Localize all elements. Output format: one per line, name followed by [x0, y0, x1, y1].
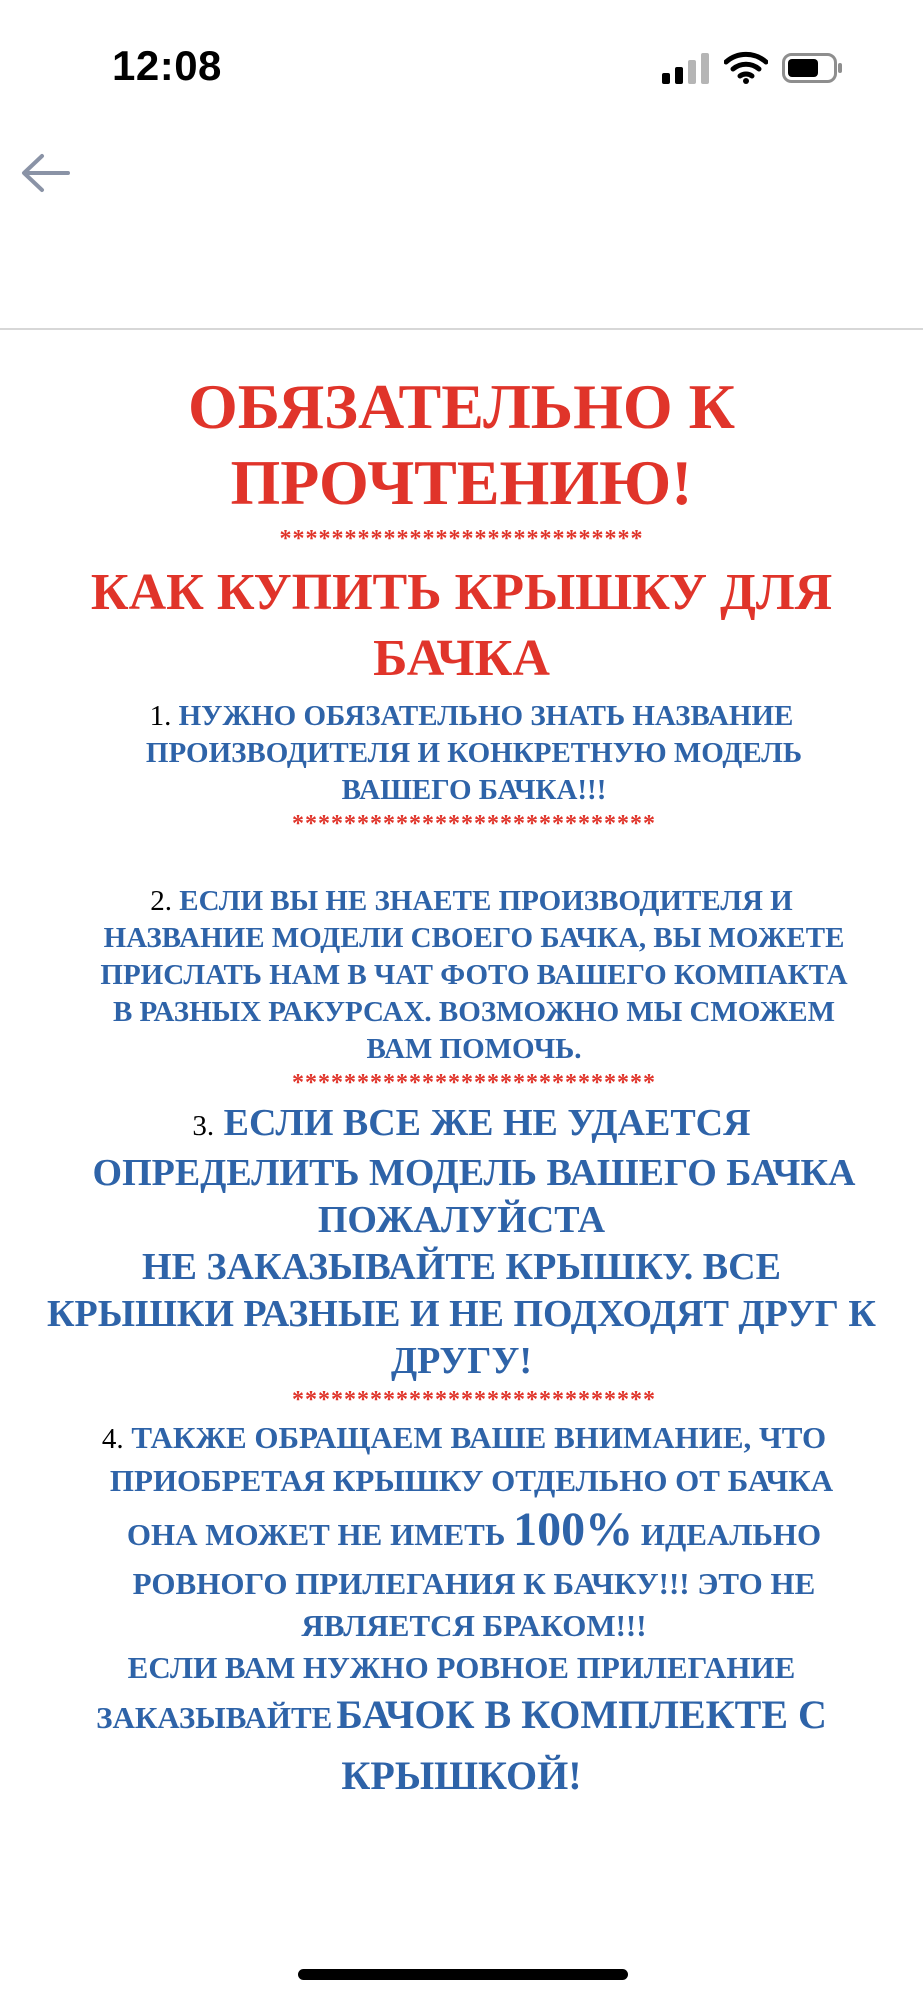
item-text: ПРИОБРЕТАЯ КРЫШКУ ОТДЕЛЬНО ОТ БАЧКА	[109, 1463, 834, 1498]
item-text: КРЫШКОЙ!	[341, 1753, 582, 1798]
item-text: ЕСЛИ ВСЕ ЖЕ НЕ УДАЕТСЯ	[223, 1102, 751, 1144]
item-text: БАЧОК В КОМПЛЕКТЕ С	[336, 1692, 827, 1737]
item-text: ВАМ ПОМОЧЬ.	[366, 1033, 582, 1065]
stars-divider: ****************************	[292, 811, 656, 837]
arrow-left-icon	[18, 150, 74, 196]
list-item-3	[0, 1100, 923, 1385]
item-text: ПОЖАЛУЙСТА	[317, 1199, 606, 1241]
item-text: ПРОИЗВОДИТЕЛЯ И КОНКРЕТНУЮ МОДЕЛЬ	[145, 737, 803, 769]
item-text: РОВНОГО ПРИЛЕГАНИЯ К БАЧКУ!!! ЭТО НЕ	[132, 1566, 816, 1601]
item-text: НАЗВАНИЕ МОДЕЛИ СВОЕГО БАЧКА, ВЫ МОЖЕТЕ	[103, 922, 845, 954]
item-text: ДРУГУ!	[390, 1340, 532, 1382]
item-text: ОПРЕДЕЛИТЬ МОДЕЛЬ ВАШЕГО БАЧКА	[92, 1152, 856, 1194]
stars-divider: ****************************	[292, 1387, 656, 1413]
list-item-1	[0, 698, 923, 809]
item-text: ЕСЛИ ВАМ НУЖНО РОВНОЕ ПРИЛЕГАНИЕ	[127, 1650, 796, 1685]
home-indicator[interactable]	[298, 1969, 628, 1980]
instruction-content	[0, 370, 923, 1802]
item-number: 1.	[149, 700, 172, 732]
item-text: ЗАКАЗЫВАЙТЕ	[96, 1700, 333, 1735]
item-text: ОНА МОЖЕТ НЕ ИМЕТЬ	[126, 1517, 506, 1552]
item-text: ТАКЖЕ ОБРАЩАЕМ ВАШЕ ВНИМАНИЕ, ЧТО	[131, 1420, 827, 1455]
list-item-2	[0, 883, 923, 1068]
title-line-2: ПРОЧТЕНИЮ!	[230, 447, 693, 518]
status-time: 12:08	[112, 42, 222, 89]
item-text: НЕ ЗАКАЗЫВАЙТЕ КРЫШКУ. ВСЕ	[142, 1246, 781, 1288]
percent-highlight: 100%	[513, 1503, 634, 1556]
list-item-4	[0, 1417, 923, 1802]
cellular-signal-icon	[662, 52, 712, 84]
item-text: ВАШЕГО БАЧКА!!!	[341, 774, 607, 806]
item-text: ЕСЛИ ВЫ НЕ ЗНАЕТЕ ПРОИЗВОДИТЕЛЯ И	[179, 885, 793, 917]
item-number: 3.	[192, 1110, 215, 1142]
item-text: ЯВЛЯЕТСЯ БРАКОМ!!!	[301, 1608, 647, 1643]
back-button[interactable]	[18, 150, 74, 196]
item-number: 4.	[101, 1423, 124, 1455]
wifi-icon	[724, 50, 768, 84]
item-text: НУЖНО ОБЯЗАТЕЛЬНО ЗНАТЬ НАЗВАНИЕ	[178, 700, 794, 732]
item-text: В РАЗНЫХ РАКУРСАХ. ВОЗМОЖНО МЫ СМОЖЕМ	[112, 996, 836, 1028]
item-text: ПРИСЛАТЬ НАМ В ЧАТ ФОТО ВАШЕГО КОМПАКТА	[100, 959, 848, 991]
item-number: 2.	[150, 885, 173, 917]
status-bar	[0, 0, 923, 130]
battery-icon	[782, 53, 844, 83]
heading-line-2: БАЧКА	[373, 630, 550, 687]
title-line-1: ОБЯЗАТЕЛЬНО К	[187, 371, 736, 442]
stars-divider: ****************************	[279, 526, 644, 552]
header-divider	[0, 328, 923, 330]
heading-line-1: КАК КУПИТЬ КРЫШКУ ДЛЯ	[90, 564, 833, 621]
item-text: КРЫШКИ РАЗНЫЕ И НЕ ПОДХОДЯТ ДРУГ К	[46, 1293, 876, 1335]
stars-divider: ****************************	[292, 1070, 656, 1096]
item-text: ИДЕАЛЬНО	[640, 1517, 822, 1552]
